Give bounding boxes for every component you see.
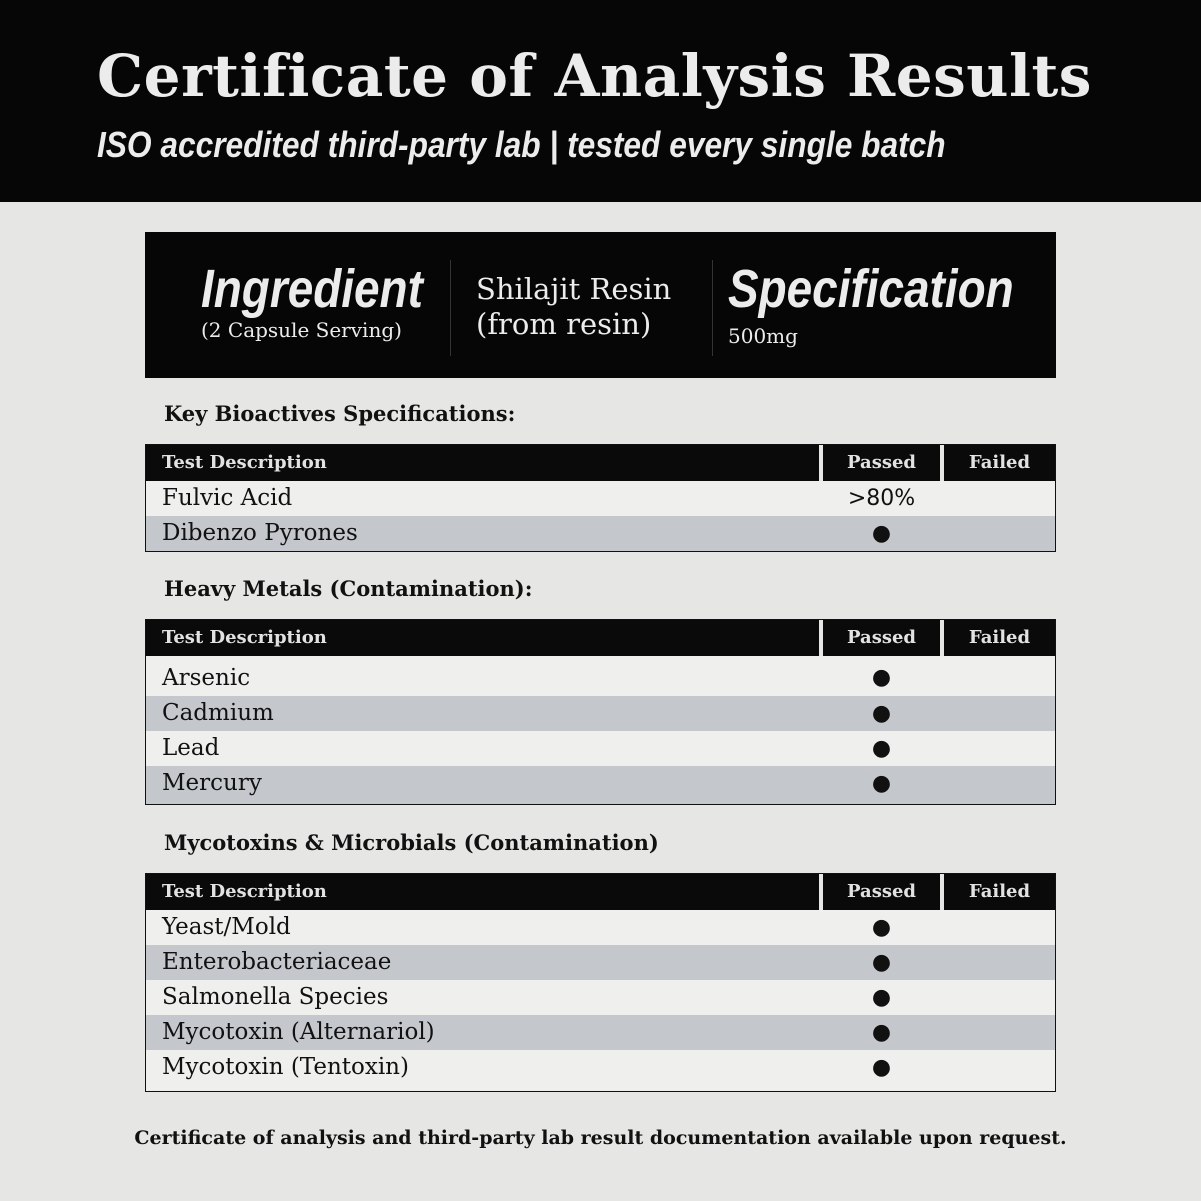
ingredient-divider-1: [450, 260, 451, 356]
table-row: [146, 731, 1055, 766]
row-passed: ●: [871, 521, 892, 546]
table-row: [146, 696, 1055, 731]
table-row: [146, 945, 1055, 980]
row-description: Salmonella Species: [162, 984, 389, 1010]
table-row: [146, 516, 1055, 551]
ingredient-name-line2: (from resin): [476, 307, 652, 341]
row-passed: ●: [871, 950, 892, 975]
row-passed: ●: [871, 665, 892, 690]
page-subtitle: ISO accredited third-party lab | tested every single batch: [97, 124, 946, 165]
table-row: [146, 910, 1055, 945]
table-row: [146, 481, 1055, 516]
header-failed: Failed: [944, 445, 1055, 481]
row-passed: ●: [871, 985, 892, 1010]
row-description: Fulvic Acid: [162, 485, 293, 511]
specification-label: Specification: [728, 259, 1014, 319]
section-title-heavy-metals: Heavy Metals (Contamination):: [164, 576, 533, 601]
serving-size: (2 Capsule Serving): [201, 318, 402, 342]
row-description: Lead: [162, 735, 220, 761]
specification-column: [728, 258, 1064, 348]
page-title: Certificate of Analysis Results: [97, 42, 1092, 110]
row-passed: ●: [871, 736, 892, 761]
page-header: [0, 0, 1201, 202]
table-row: [146, 656, 1055, 696]
row-passed: ●: [871, 701, 892, 726]
ingredient-box: [145, 232, 1056, 378]
table-row: [146, 1050, 1055, 1091]
header-test-description: Test Description: [146, 620, 819, 656]
table-header: [146, 620, 1055, 656]
row-description: Yeast/Mold: [162, 914, 291, 940]
ingredient-column: [201, 258, 462, 342]
row-description: Arsenic: [162, 665, 251, 691]
row-passed: ●: [871, 1055, 892, 1080]
ingredient-label: Ingredient: [201, 259, 423, 319]
table-row: [146, 980, 1055, 1015]
table-header: [146, 874, 1055, 910]
row-description: Cadmium: [162, 700, 274, 726]
header-passed: Passed: [823, 874, 940, 910]
bioactives-table: [145, 444, 1056, 552]
section-title-bioactives: Key Bioactives Specifications:: [164, 401, 516, 426]
header-failed: Failed: [944, 620, 1055, 656]
row-passed: ●: [871, 1020, 892, 1045]
row-description: Dibenzo Pyrones: [162, 520, 358, 546]
table-row: [146, 1015, 1055, 1050]
table-row: [146, 766, 1055, 804]
footer-note: Certificate of analysis and third-party lab result documentation available upon request.: [134, 1127, 1067, 1149]
row-passed: >80%: [847, 486, 916, 511]
header-test-description: Test Description: [146, 874, 819, 910]
row-description: Mycotoxin (Alternariol): [162, 1019, 435, 1045]
mycotoxins-table: [145, 873, 1056, 1092]
ingredient-divider-2: [712, 260, 713, 356]
header-passed: Passed: [823, 445, 940, 481]
row-passed: ●: [871, 771, 892, 796]
row-description: Mercury: [162, 770, 262, 796]
row-description: Enterobacteriaceae: [162, 949, 392, 975]
ingredient-name-column: [476, 272, 671, 342]
row-passed: ●: [871, 915, 892, 940]
specification-value: 500mg: [728, 324, 798, 348]
row-description: Mycotoxin (Tentoxin): [162, 1054, 409, 1080]
heavy-metals-table: [145, 619, 1056, 805]
table-header: [146, 445, 1055, 481]
header-test-description: Test Description: [146, 445, 819, 481]
section-title-mycotoxins: Mycotoxins & Microbials (Contamination): [164, 830, 659, 855]
header-passed: Passed: [823, 620, 940, 656]
ingredient-name-line1: Shilajit Resin: [476, 272, 672, 306]
header-failed: Failed: [944, 874, 1055, 910]
